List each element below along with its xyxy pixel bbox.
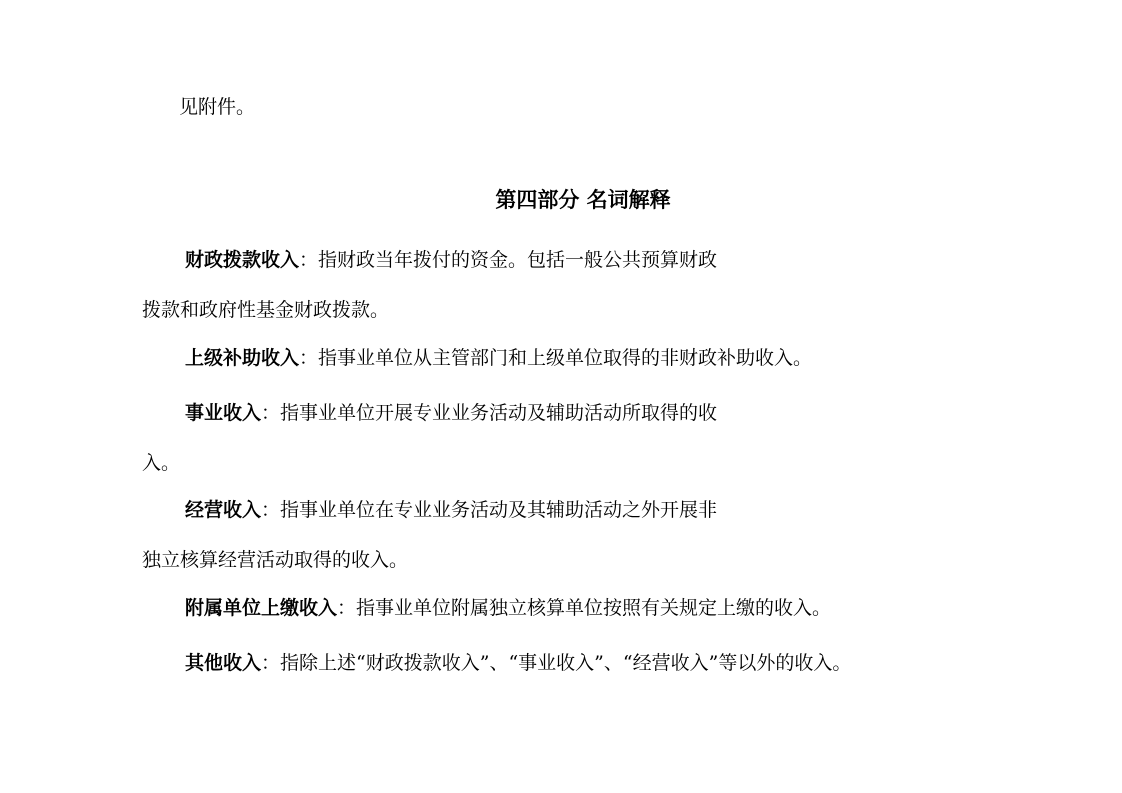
entry-definition: 指事业单位附属独立核算单位按照有关规定上缴的收入。: [356, 597, 832, 619]
intro-text: 见附件。: [179, 96, 256, 118]
entry-separator: ：: [261, 652, 281, 674]
entry-first-line: [185, 346, 812, 370]
entry-definition: 指事业单位开展专业业务活动及辅助活动所取得的收: [280, 402, 718, 424]
entry-first-line: [185, 651, 851, 675]
entry-term: 财政拨款收入: [185, 249, 300, 271]
entry-definition: 指财政当年拨付的资金。包括一般公共预算财政: [318, 249, 718, 271]
entry-first-line: [185, 401, 717, 425]
entry-term: 其他收入: [185, 652, 262, 674]
entry-term: 附属单位上缴收入: [185, 597, 338, 619]
entry-separator: ：: [261, 499, 281, 521]
entry-separator: ：: [337, 597, 357, 619]
entry-term: 事业收入: [185, 402, 262, 424]
entry-continuation: 拨款和政府性基金财政拨款。: [142, 299, 390, 321]
entry-definition: 指除上述“财政拨款收入”、“事业收入”、“经营收入”等以外的收入。: [280, 652, 852, 674]
entry-separator: ：: [261, 402, 281, 424]
entry-continuation: 入。: [142, 452, 181, 474]
entry-separator: ：: [299, 249, 319, 271]
entry-first-line: [185, 596, 831, 620]
entry-term: 经营收入: [185, 499, 262, 521]
section-title: 第四部分 名词解释: [495, 188, 671, 212]
entry-definition: 指事业单位从主管部门和上级单位取得的非财政补助收入。: [318, 347, 813, 369]
entry-first-line: [185, 498, 717, 522]
entry-term: 上级补助收入: [185, 347, 300, 369]
entry-separator: ：: [299, 347, 319, 369]
entry-continuation: 独立核算经营活动取得的收入。: [142, 549, 409, 571]
entry-definition: 指事业单位在专业业务活动及其辅助活动之外开展非: [280, 499, 718, 521]
entry-first-line: [185, 248, 717, 272]
